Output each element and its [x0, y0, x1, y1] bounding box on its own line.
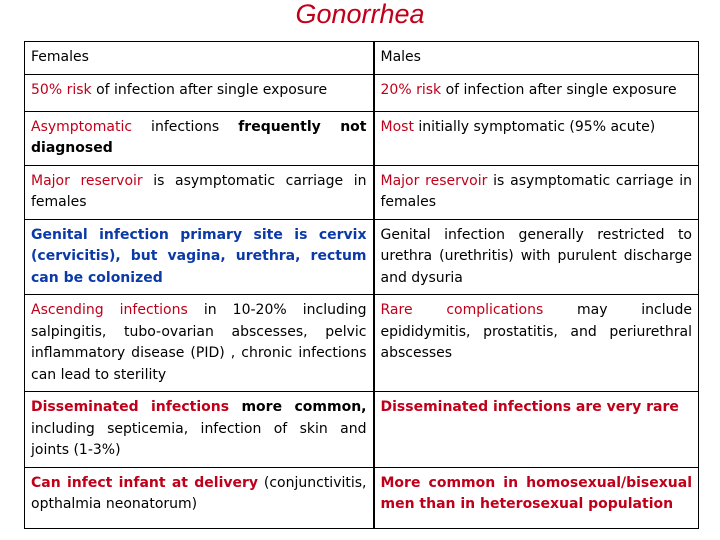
- cell-text-segment: Genital infection primary site is cervix (cervicitis), but vagina, urethra, rectum can be colonized: [31, 226, 367, 286]
- table-row: [25, 74, 699, 111]
- males-cell: [374, 74, 699, 111]
- males-cell: [374, 219, 699, 295]
- table-row: [25, 392, 699, 468]
- cell-text-segment: initially symptomatic (95% acute): [413, 118, 656, 135]
- males-cell: [374, 165, 699, 219]
- cell-text-segment: Most: [380, 118, 414, 135]
- cell-text-segment: may include epididymitis, prostatitis, and periurethral abscesses: [380, 302, 693, 361]
- table-header-row: [25, 42, 699, 75]
- males-cell: [374, 295, 699, 392]
- cell-text-segment: More common in homosexual/bisexual men than in heterosexual population: [380, 474, 692, 512]
- cell-text-segment: Disseminated infections are very rare: [380, 399, 679, 415]
- males-cell: [374, 111, 699, 165]
- table-row: [25, 219, 699, 295]
- cell-text-segment: infections: [132, 118, 239, 135]
- females-cell: [25, 392, 374, 468]
- females-cell: [25, 74, 374, 111]
- table-row: [25, 295, 699, 392]
- cell-text-segment: Ascending infections: [31, 302, 188, 318]
- cell-text-segment: 50% risk: [31, 81, 92, 98]
- comparison-table: [24, 41, 699, 529]
- cell-text-segment: in 10-20% including salpingitis, tubo-ovarian abscesses, pelvic inflammatory disease (PID) , chronic infections can lead to sterility: [31, 302, 367, 383]
- cell-text-segment: including septicemia, infection of skin and joints (1-3%): [31, 420, 367, 458]
- cell-text-segment: Asymptomatic: [31, 118, 133, 135]
- cell-text-segment: Major reservoir: [31, 172, 143, 189]
- cell-text-segment: is asymptomatic carriage in females: [31, 172, 367, 210]
- females-cell: [25, 219, 374, 295]
- table-row: [25, 111, 699, 165]
- females-cell: [25, 111, 374, 165]
- table-row: [25, 165, 699, 219]
- females-cell: [25, 165, 374, 219]
- table-row: [25, 467, 699, 528]
- header-females: Females: [25, 42, 374, 75]
- males-cell: [374, 467, 699, 528]
- males-cell: [374, 392, 699, 468]
- page-title: Gonorrhea: [295, 0, 425, 29]
- cell-text-segment: frequently not diagnosed: [31, 118, 367, 156]
- cell-text-segment: Major reservoir: [380, 172, 488, 189]
- cell-text-segment: is asymptomatic carriage in females: [380, 172, 692, 210]
- cell-text-segment: more common,: [229, 399, 367, 415]
- females-cell: [25, 295, 374, 392]
- cell-text-segment: Genital infection generally restricted to urethra (urethritis) with purulent discharge and dysuria: [380, 226, 692, 286]
- cell-text-segment: of infection after single exposure: [91, 81, 328, 98]
- females-cell: [25, 467, 374, 528]
- cell-text-segment: of infection after single exposure: [441, 81, 677, 98]
- cell-text-segment: 20% risk: [380, 81, 442, 98]
- cell-text-segment: Can infect infant at delivery: [31, 474, 259, 491]
- header-males: Males: [374, 42, 699, 75]
- cell-text-segment: (conjunctivitis, opthalmia neonatorum): [31, 474, 367, 512]
- cell-text-segment: Disseminated infections: [31, 399, 230, 415]
- cell-text-segment: Rare complications: [380, 302, 544, 318]
